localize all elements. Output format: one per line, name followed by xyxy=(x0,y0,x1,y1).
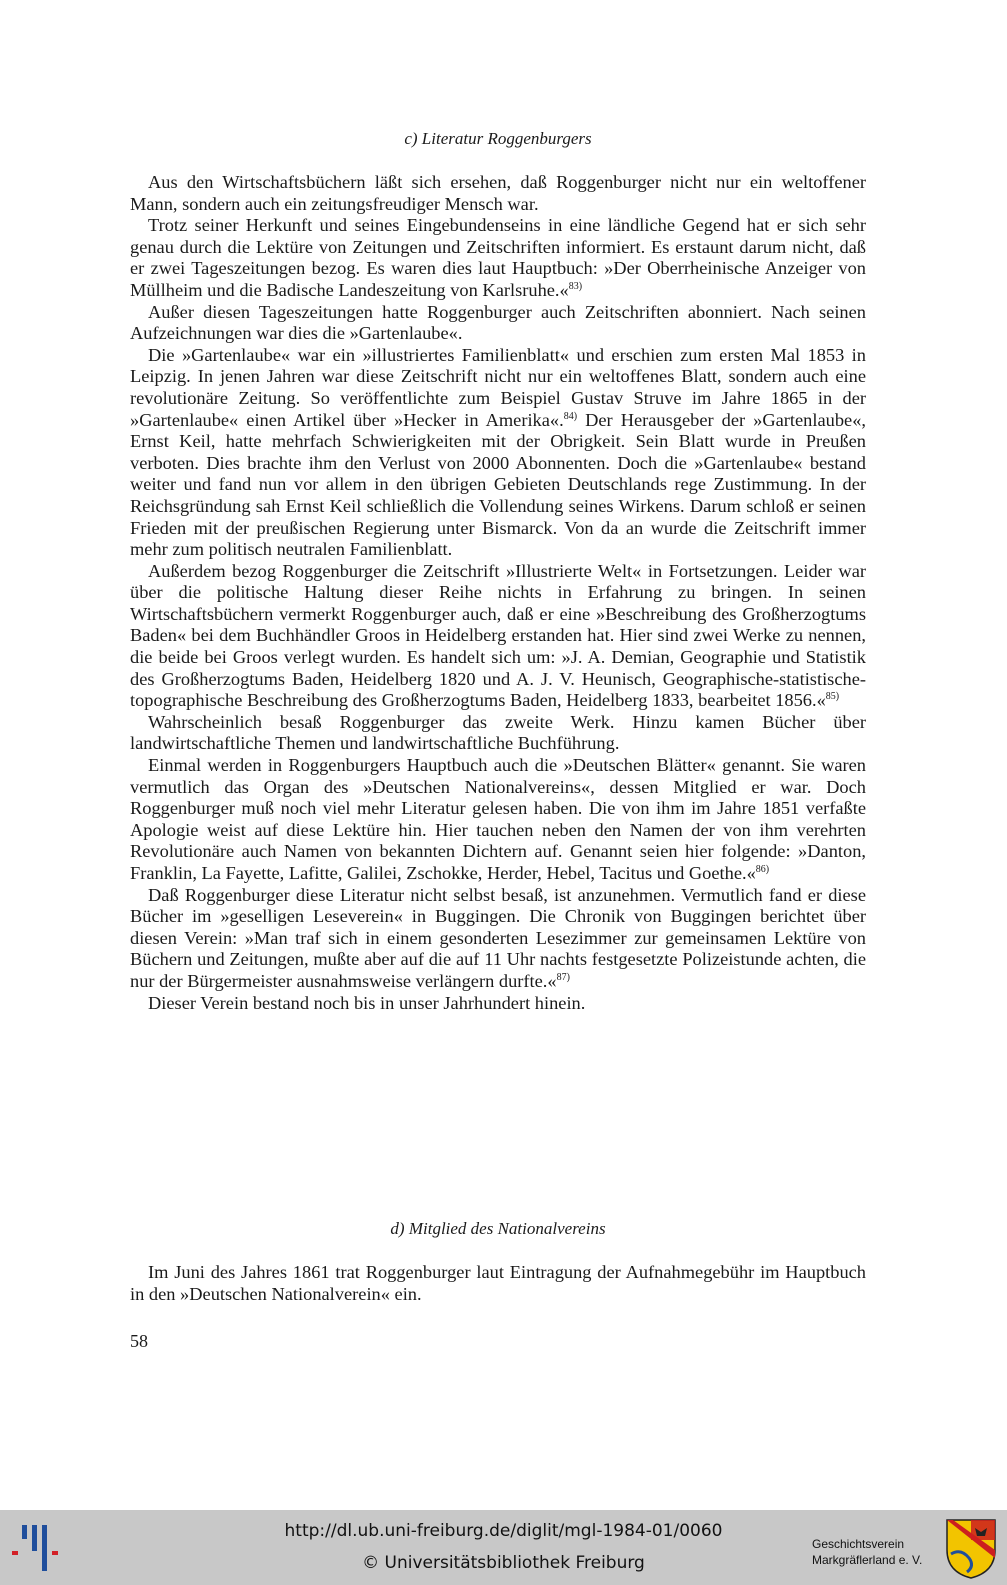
footnote-marker: 83) xyxy=(568,280,583,292)
paragraph-text: Wahrscheinlich besaß Roggenburger das zweite Werk. Hinzu kamen Bücher über landwirtschaftliche Themen und landwirtschaftliche Buchführung. xyxy=(130,711,866,754)
paragraph xyxy=(130,1262,866,1305)
section-heading-literatur: c) Literatur Roggenburgers xyxy=(404,129,592,148)
coat-of-arms-icon xyxy=(945,1518,997,1580)
paragraph xyxy=(130,215,866,301)
source-url-link[interactable]: http://dl.ub.uni-freiburg.de/diglit/mgl-1984-01/0060 xyxy=(284,1521,723,1541)
footnote-marker: 84) xyxy=(563,410,578,422)
paragraph xyxy=(130,172,866,215)
paragraph-text: Dieser Verein bestand noch bis in unser Jahrhundert hinein. xyxy=(148,992,586,1013)
page-number: 58 xyxy=(130,1331,148,1351)
paragraph xyxy=(130,755,866,885)
copyright-text: © Universitätsbibliothek Freiburg xyxy=(362,1553,645,1573)
paragraph-text: Einmal werden in Roggenburgers Hauptbuch auch die »Deutschen Blätter« genannt. Sie waren vermutlich das Organ des »Deutschen Nationalvereins«, dessen Mitglied er war. Doch Roggenburger muß noch viel mehr Literatur gelesen haben. Die von ihm im Jahre 1851 verfaßte Apologie weist auf diese Lektüre hin. Hier tauchen neben den Namen der von ihm verehrten Revolutionäre auch Namen von bekannten Dichtern auf. Genannt seien hier folgende: »Danton, Franklin, La Fayette, Lafitte, Galilei, Zschokke, Herder, Hebel, Tacitus und Goethe.« xyxy=(130,755,866,883)
publisher-line-1: Geschichtsverein xyxy=(812,1537,905,1551)
paragraph-text: Außerdem bezog Roggenburger die Zeitschrift »Illustrierte Welt« in Fortsetzungen. Leider war über die politische Haltung dieser Reihe nichts in Erfahrung zu bringen. In seinen Wirtschaftsbüchern vermerkt Roggenburger auch, daß er eine »Beschreibung des Großherzogtums Baden« bei dem Buchhändler Groos in Heidelberg erstanden hat. Hier sind zwei Werke zu nennen, die beide bei Groos verlegt wurden. Es handelt sich um: »J. A. Demian, Geographie und Statistik des Großherzogtums Baden, Heidelberg 1820 und A. J. V. Heunisch, Geographische-statistische-topographische Beschreibung des Großherzogtums Baden, Heidelberg 1833, bearbeitet 1856.« xyxy=(130,560,866,711)
paragraph xyxy=(130,302,866,345)
footnote-marker: 85) xyxy=(825,691,840,703)
paragraph xyxy=(130,561,866,712)
section-body-nationalverein xyxy=(130,1262,866,1305)
paragraph-text: Die »Gartenlaube« war ein »illustriertes Familienblatt« und erschien zum ersten Mal 1853 in Leipzig. In jenen Jahren war diese Zeitschrift nicht nur ein weltoffenes Blatt, sondern auch eine revolutionäre Zeitung. So veröffentlichte zum Beispiel Gustav Struve im Jahre 1865 in der »Gartenlaube« einen Artikel über »Hecker in Amerika«. xyxy=(130,344,866,430)
paragraph xyxy=(130,885,866,993)
paragraph-text: Trotz seiner Herkunft und seines Eingebundenseins in eine ländliche Gegend hat er sich sehr genau durch die Lektüre von Zeitungen und Zeitschriften informiert. Es erstaunt darum nicht, daß er zwei Tageszeitungen bezog. Es waren dies laut Hauptbuch: »Der Oberrheinische Anzeiger von Müllheim und die Badische Landeszeitung von Karlsruhe.« xyxy=(130,215,866,300)
paragraph-text: Aus den Wirtschaftsbüchern läßt sich ersehen, daß Roggenburger nicht nur ein weltoffener Mann, sondern auch ein zeitungsfreudiger Mensch war. xyxy=(130,172,866,214)
paragraph-text: Im Juni des Jahres 1861 trat Roggenburger laut Eintragung der Aufnahmegebühr im Hauptbuch in den »Deutschen Nationalverein« ein. xyxy=(130,1262,866,1304)
paragraph-text: Daß Roggenburger diese Literatur nicht selbst besaß, ist anzunehmen. Vermutlich fand er diese Bücher im »geselligen Leseverein« in Buggingen. Die Chronik von Buggingen berichtet über diesen Verein: »Man traf sich in einem gesonderten Lesezimmer zur gemeinsamen Lektüre von Büchern und Zeitungen, mußte aber auf die auf 11 Uhr nachts festgesetzte Polizeistunde achten, die nur der Bürgermeister ausnahmsweise verlängern durfte.« xyxy=(130,884,866,991)
section-heading-nationalverein: d) Mitglied des Nationalvereins xyxy=(390,1219,606,1238)
section-body-literatur xyxy=(130,172,866,1014)
publisher-name xyxy=(812,1536,942,1568)
publisher-line-2: Markgräflerland e. V. xyxy=(812,1553,923,1567)
footnote-marker: 86) xyxy=(755,863,770,875)
footnote-marker: 87) xyxy=(556,971,570,983)
footer-bar xyxy=(0,1510,1007,1585)
paragraph xyxy=(130,993,866,1015)
paragraph xyxy=(130,712,866,755)
paragraph-text: Außer diesen Tageszeitungen hatte Roggenburger auch Zeitschriften abonniert. Nach seinen Aufzeichnungen war dies die »Gartenlaube«. xyxy=(130,301,866,344)
paragraph-text-continued: Der Herausgeber der »Gartenlaube«, Ernst Keil, hatte mehrfach Schwierigkeiten mit der Obrigkeit. Sein Blatt wurde in Preußen verboten. Dies brachte ihm den Verlust von 2000 Abonnenten. Doch die »Gartenlaube« bestand weiter und fand nun vor allem in den übrigen Gebieten Deutschlands rege Zustimmung. In der Reichsgründung sah Ernst Keil schließlich die Vollendung seines Wirkens. Darum schloß er seinen Frieden mit der preußischen Regierung unter Bismarck. Von da an wurde die Zeitschrift immer mehr zum politisch neutralen Familienblatt. xyxy=(130,409,867,560)
paragraph xyxy=(130,345,866,561)
